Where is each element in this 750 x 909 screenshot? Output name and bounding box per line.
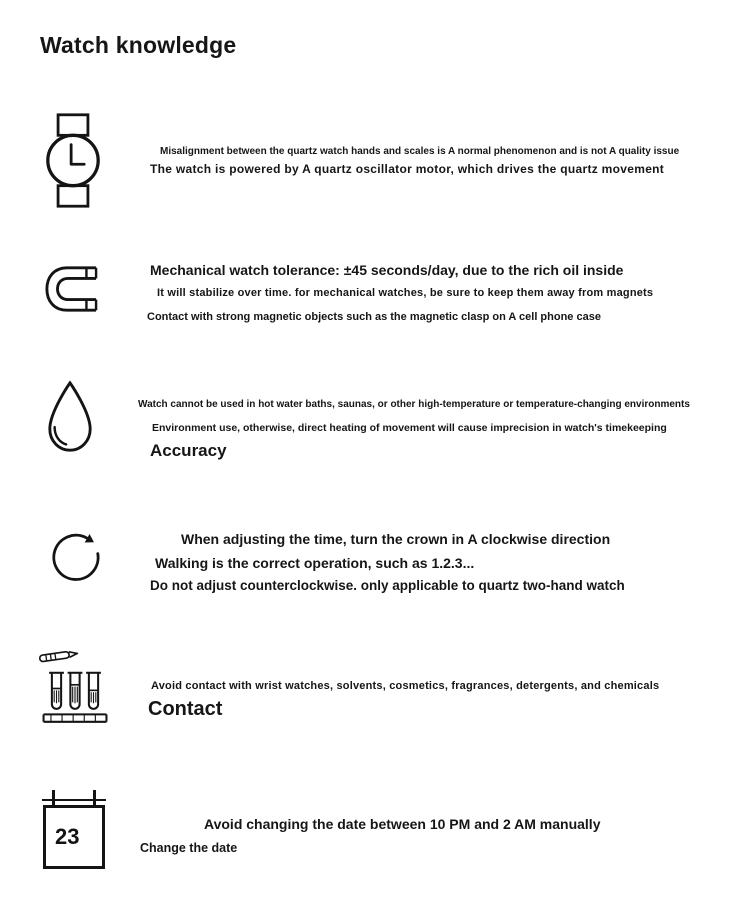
accuracy-heading: Accuracy (150, 441, 227, 460)
avoid-date-change-note: Avoid changing the date between 10 PM and 2 AM manually (204, 816, 601, 832)
water-drop-icon (43, 380, 97, 455)
quartz-motor-note: The watch is powered by A quartz oscillator motor, which drives the quartz movement (150, 162, 665, 176)
heating-imprecision-note: Environment use, otherwise, direct heating of movement will cause imprecision in watch's timekeeping (152, 422, 667, 434)
calendar-prong-icon (52, 790, 55, 805)
contact-heading: Contact (148, 698, 223, 720)
calendar-icon (42, 790, 106, 870)
avoid-chemicals-note: Avoid contact with wrist watches, solvents, cosmetics, fragrances, detergents, and chemicals (151, 680, 660, 692)
quartz-misalignment-note: Misalignment between the quartz watch hands and scales is A normal phenomenon and is not A quality issue (160, 146, 680, 157)
clockwise-direction-note: When adjusting the time, turn the crown in A clockwise direction (181, 531, 611, 547)
magnet-stabilize-note: It will stabilize over time. for mechanical watches, be sure to keep them away from magnets (157, 287, 654, 299)
calendar-prong-icon (93, 790, 96, 805)
temperature-warning-note: Watch cannot be used in hot water baths, saunas, or other high-temperature or temperature-changing environments (138, 399, 690, 410)
page-title: Watch knowledge (40, 32, 237, 58)
counterclockwise-warning-note: Do not adjust counterclockwise. only applicable to quartz two-hand watch (150, 578, 625, 593)
calendar-topline (42, 799, 106, 801)
test-tubes-icon (38, 644, 112, 733)
magnet-icon (42, 262, 100, 316)
magnet-tolerance-note: Mechanical watch tolerance: ±45 seconds/day, due to the rich oil inside (150, 262, 624, 278)
calendar-day: 23 (43, 805, 105, 869)
watch-icon (45, 112, 101, 209)
clockwise-arrow-icon (45, 522, 107, 584)
magnet-contact-note: Contact with strong magnetic objects such as the magnetic clasp on A cell phone case (147, 311, 601, 323)
correct-operation-note: Walking is the correct operation, such as 1.2.3... (155, 555, 475, 571)
change-date-heading: Change the date (140, 841, 238, 855)
